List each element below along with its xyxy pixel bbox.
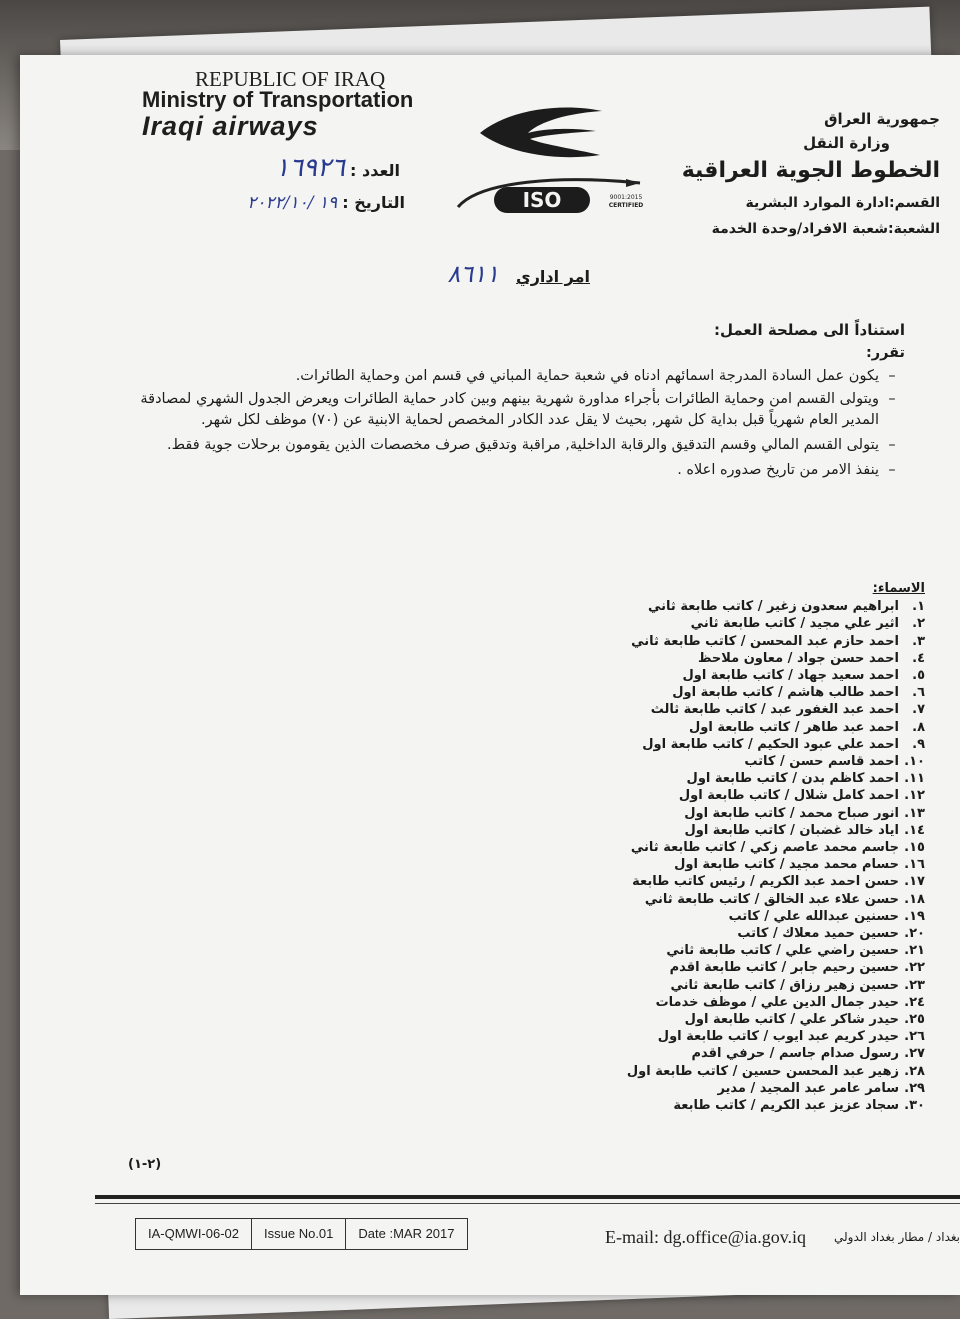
name-item-number: ٩. <box>912 736 925 752</box>
name-item-number: ١٧. <box>904 874 925 890</box>
names-items <box>580 598 925 1114</box>
document-code: IA-QMWI-06-02 <box>136 1219 252 1249</box>
document-control-box <box>135 1218 468 1250</box>
letterhead-airline-en: Iraqi airways <box>142 111 319 141</box>
name-list-item <box>580 925 925 942</box>
name-item-number: ٢٦. <box>904 1029 925 1045</box>
letterhead-arabic <box>650 110 940 243</box>
name-item-text: حسين رحيم جابر / كاتب طابعة اقدم <box>669 960 899 976</box>
name-item-number: ١٦. <box>904 857 925 873</box>
name-item-text: سامر عامر عبد المجيد / مدير <box>717 1080 899 1096</box>
name-item-number: ١. <box>912 599 925 615</box>
name-item-text: جاسم محمد عاصم زكي / كاتب طابعة ثاني <box>630 840 899 856</box>
name-item-number: ٢٢. <box>904 960 925 976</box>
name-item-number: ٦. <box>912 685 925 701</box>
name-list-item <box>580 839 925 856</box>
name-list-item <box>580 598 925 615</box>
name-item-text: احمد طالب هاشم / كاتب طابعة اول <box>672 685 899 701</box>
name-item-text: احمد عبد طاهر / كاتب طابعة اول <box>688 719 899 735</box>
clause-2: – ويتولى القسم امن وحماية الطائرات بأجراء مداورة شهرية بينهم وبين كادر حماية الطائرات ويعرض الجدول الشهري لمصادقة المدير العام شهرياً قبل بداية كل شهر, بحيث لا يقل عدد الكادر المخصص لحماية الابنية عن (٧٠) موظف لكل شهر. <box>130 389 905 431</box>
name-item-text: زهير عبد المحسن حسين / كاتب طابعة اول <box>626 1063 899 1079</box>
reference-number-handwritten: ١٦٩٢٦ <box>275 153 345 183</box>
name-list-item <box>580 1028 925 1045</box>
clause-text: يتولى القسم المالي وقسم التدقيق والرقابة الداخلية, مراقبة وتدقيق صرف مخصصات الذين يقومون برحلات جوية فقط. <box>167 437 879 453</box>
name-item-number: ١٥. <box>904 840 925 856</box>
name-item-number: ٢٧. <box>904 1046 925 1062</box>
iso-certified-text: CERTIFIED <box>608 202 644 209</box>
letterhead-republic-en: REPUBLIC OF IRAQ <box>195 67 386 91</box>
name-item-text: حيدر جمال الدين علي / موظف خدمات <box>655 994 899 1010</box>
name-list-item <box>580 856 925 873</box>
reference-number-row <box>170 153 400 183</box>
name-item-number: ٢٣. <box>904 977 925 993</box>
footer-rule-thick <box>95 1195 960 1199</box>
name-list-item <box>580 822 925 839</box>
names-list <box>580 580 925 1114</box>
name-item-text: احمد كاظم بدن / كاتب طابعة اول <box>686 771 899 787</box>
name-list-item <box>580 805 925 822</box>
name-list-item <box>580 615 925 632</box>
name-list-item <box>580 1063 925 1080</box>
name-item-number: ٢٥. <box>904 1012 925 1028</box>
name-list-item <box>580 1080 925 1097</box>
name-item-number: ٢٨. <box>904 1063 925 1079</box>
iso-standard-text: 9001:2015 <box>609 194 643 201</box>
name-list-item <box>580 908 925 925</box>
letterhead-ministry-ar: وزارة النقل <box>803 134 890 152</box>
order-title: امر اداري <box>516 267 590 286</box>
name-item-number: ٢٩. <box>904 1080 925 1096</box>
department-line: القسم:ادارة الموارد البشرية <box>745 195 940 211</box>
name-list-item <box>580 736 925 753</box>
name-item-text: احمد كامل شلال / كاتب طابعة اول <box>678 788 899 804</box>
clause-text: ينفذ الامر من تاريخ صدوره اعلاه . <box>677 462 879 478</box>
name-item-number: ٣. <box>912 633 925 649</box>
letterhead-ministry-en: Ministry of Transportation <box>142 87 414 112</box>
name-list-item <box>580 994 925 1011</box>
date-value-handwritten: ١٩ /٢٠٢٢/١٠ <box>247 193 338 213</box>
division-line: الشعبة:شعبة الافراد/وحدة الخدمة <box>711 221 940 237</box>
name-list-item <box>580 701 925 718</box>
name-list-item <box>580 1011 925 1028</box>
name-item-text: اثير علي مجيد / كاتب طابعة ثاني <box>690 616 899 632</box>
issue-number: Issue No.01 <box>252 1219 346 1249</box>
name-item-text: انور صباح محمد / كاتب طابعة اول <box>684 805 899 821</box>
name-item-text: حسين راضي علي / كاتب طابعة ثاني <box>666 943 899 959</box>
clause-1: – يكون عمل السادة المدرجة اسمائهم ادناه في شعبة حماية المباني في قسم امن وحماية الطائرات. <box>130 366 905 387</box>
document-page <box>20 55 960 1295</box>
name-item-text: حسن احمد عبد الكريم / رئيس كاتب طابعة <box>632 874 899 890</box>
name-item-number: ٢٠. <box>904 926 925 942</box>
name-list-item <box>580 770 925 787</box>
name-list-item <box>580 787 925 804</box>
date-row <box>205 193 405 213</box>
names-label: الاسماء: <box>872 581 925 596</box>
clause-text: يكون عمل السادة المدرجة اسمائهم ادناه في شعبة حماية المباني في قسم امن وحماية الطائرات. <box>295 368 879 384</box>
order-title-row <box>390 260 590 288</box>
name-list-item <box>580 977 925 994</box>
name-list-item <box>580 873 925 890</box>
name-list-item <box>580 891 925 908</box>
decided-label: تقرر: <box>865 345 905 361</box>
clause-3: – يتولى القسم المالي وقسم التدقيق والرقابة الداخلية, مراقبة وتدقيق صرف مخصصات الذين يقومون برحلات جوية فقط. <box>130 435 905 456</box>
name-item-number: ١٩. <box>904 908 925 924</box>
name-list-item <box>580 650 925 667</box>
name-item-number: ٢١. <box>904 943 925 959</box>
reference-label: العدد : <box>350 161 400 180</box>
name-item-text: حسنين عبدالله علي / كاتب <box>728 908 899 924</box>
name-item-number: ٤. <box>912 650 925 666</box>
date-label: التاريخ : <box>342 193 405 212</box>
clause-text: ويتولى القسم امن وحماية الطائرات بأجراء مداورة شهرية بينهم وبين كادر حماية الطائرات ويعرض الجدول الشهري لمصادقة المدير العام شهرياً قبل بداية كل شهر, بحيث لا يقل عدد الكادر المخصص لحماية الابنية عن (٧٠) موظف لكل شهر. <box>140 391 879 428</box>
name-list-item <box>580 1045 925 1062</box>
clause-4: – ينفذ الامر من تاريخ صدوره اعلاه . <box>130 460 905 481</box>
name-item-text: حسين زهير رزاق / كاتب طابعة ثاني <box>670 977 899 993</box>
name-item-number: ١٠. <box>904 754 925 770</box>
name-item-text: حسن علاء عبد الخالق / كاتب طابعة ثاني <box>644 891 899 907</box>
name-list-item <box>580 942 925 959</box>
iso-certification-badge <box>450 173 660 225</box>
name-item-text: حسين حميد معلاك / كاتب <box>737 926 899 942</box>
name-item-number: ٥. <box>912 668 925 684</box>
name-item-number: ١٤. <box>904 822 925 838</box>
name-item-text: احمد سعيد جهاد / كاتب طابعة اول <box>682 668 899 684</box>
letterhead-airline-ar: الخطوط الجوية العراقية <box>681 158 940 183</box>
name-item-text: احمد قاسم حسن / كاتب <box>744 754 899 770</box>
name-item-number: ٨. <box>912 719 925 735</box>
name-list-item <box>580 719 925 736</box>
name-item-text: سجاد عزيز عبد الكريم / كاتب طابعة <box>673 1098 899 1114</box>
name-item-number: ٢. <box>912 616 925 632</box>
name-list-item <box>580 633 925 650</box>
order-body <box>130 320 905 481</box>
name-item-number: ١٨. <box>904 891 925 907</box>
name-list-item <box>580 1097 925 1114</box>
name-item-number: ١١. <box>904 771 925 787</box>
name-list-item <box>580 667 925 684</box>
name-item-text: احمد عبد الغفور عبد / كاتب طابعة ثالث <box>650 702 899 718</box>
name-item-text: ابراهيم سعدون زغير / كاتب طابعة ثاني <box>648 599 899 615</box>
name-item-text: احمد علي عبود الحكيم / كاتب طابعة اول <box>642 736 899 752</box>
name-item-text: حيدر شاكر علي / كاتب طابعة اول <box>684 1012 899 1028</box>
footer-address: بغداد / مطار بغداد الدولي <box>834 1230 960 1244</box>
name-list-item <box>580 959 925 976</box>
name-item-text: اياد خالد غضبان / كاتب طابعة اول <box>684 822 899 838</box>
footer-email: E-mail: dg.office@ia.gov.iq <box>605 1227 807 1247</box>
name-list-item <box>580 684 925 701</box>
name-item-number: ١٣. <box>904 805 925 821</box>
basis-line: استناداً الى مصلحة العمل: <box>713 321 905 339</box>
name-item-number: ١٢. <box>904 788 925 804</box>
name-item-text: احمد حسن جواد / معاون ملاحظ <box>697 650 899 666</box>
name-item-text: رسول صدام جاسم / حرفي اقدم <box>691 1046 899 1062</box>
name-item-number: ٧. <box>912 702 925 718</box>
name-item-number: ٢٤. <box>904 994 925 1010</box>
name-item-text: حسام محمد مجيد / كاتب طابعة اول <box>674 857 899 873</box>
order-number-handwritten: ٨٦١١ <box>447 260 499 288</box>
name-item-text: حيدر كريم عبد ايوب / كاتب طابعة اول <box>657 1029 899 1045</box>
footer-rule-thin <box>95 1203 960 1204</box>
name-item-text: احمد حازم عبد المحسن / كاتب طابعة ثاني <box>631 633 899 649</box>
letterhead-republic-ar: جمهورية العراق <box>824 110 940 128</box>
iraqi-airways-logo-icon <box>470 103 610 167</box>
name-item-number: ٣٠. <box>904 1098 925 1114</box>
name-list-item <box>580 753 925 770</box>
issue-date: Date :MAR 2017 <box>358 1226 455 1241</box>
page-number-mark: (٢-١) <box>128 1157 162 1172</box>
iso-mark-text: ISO <box>522 188 562 212</box>
